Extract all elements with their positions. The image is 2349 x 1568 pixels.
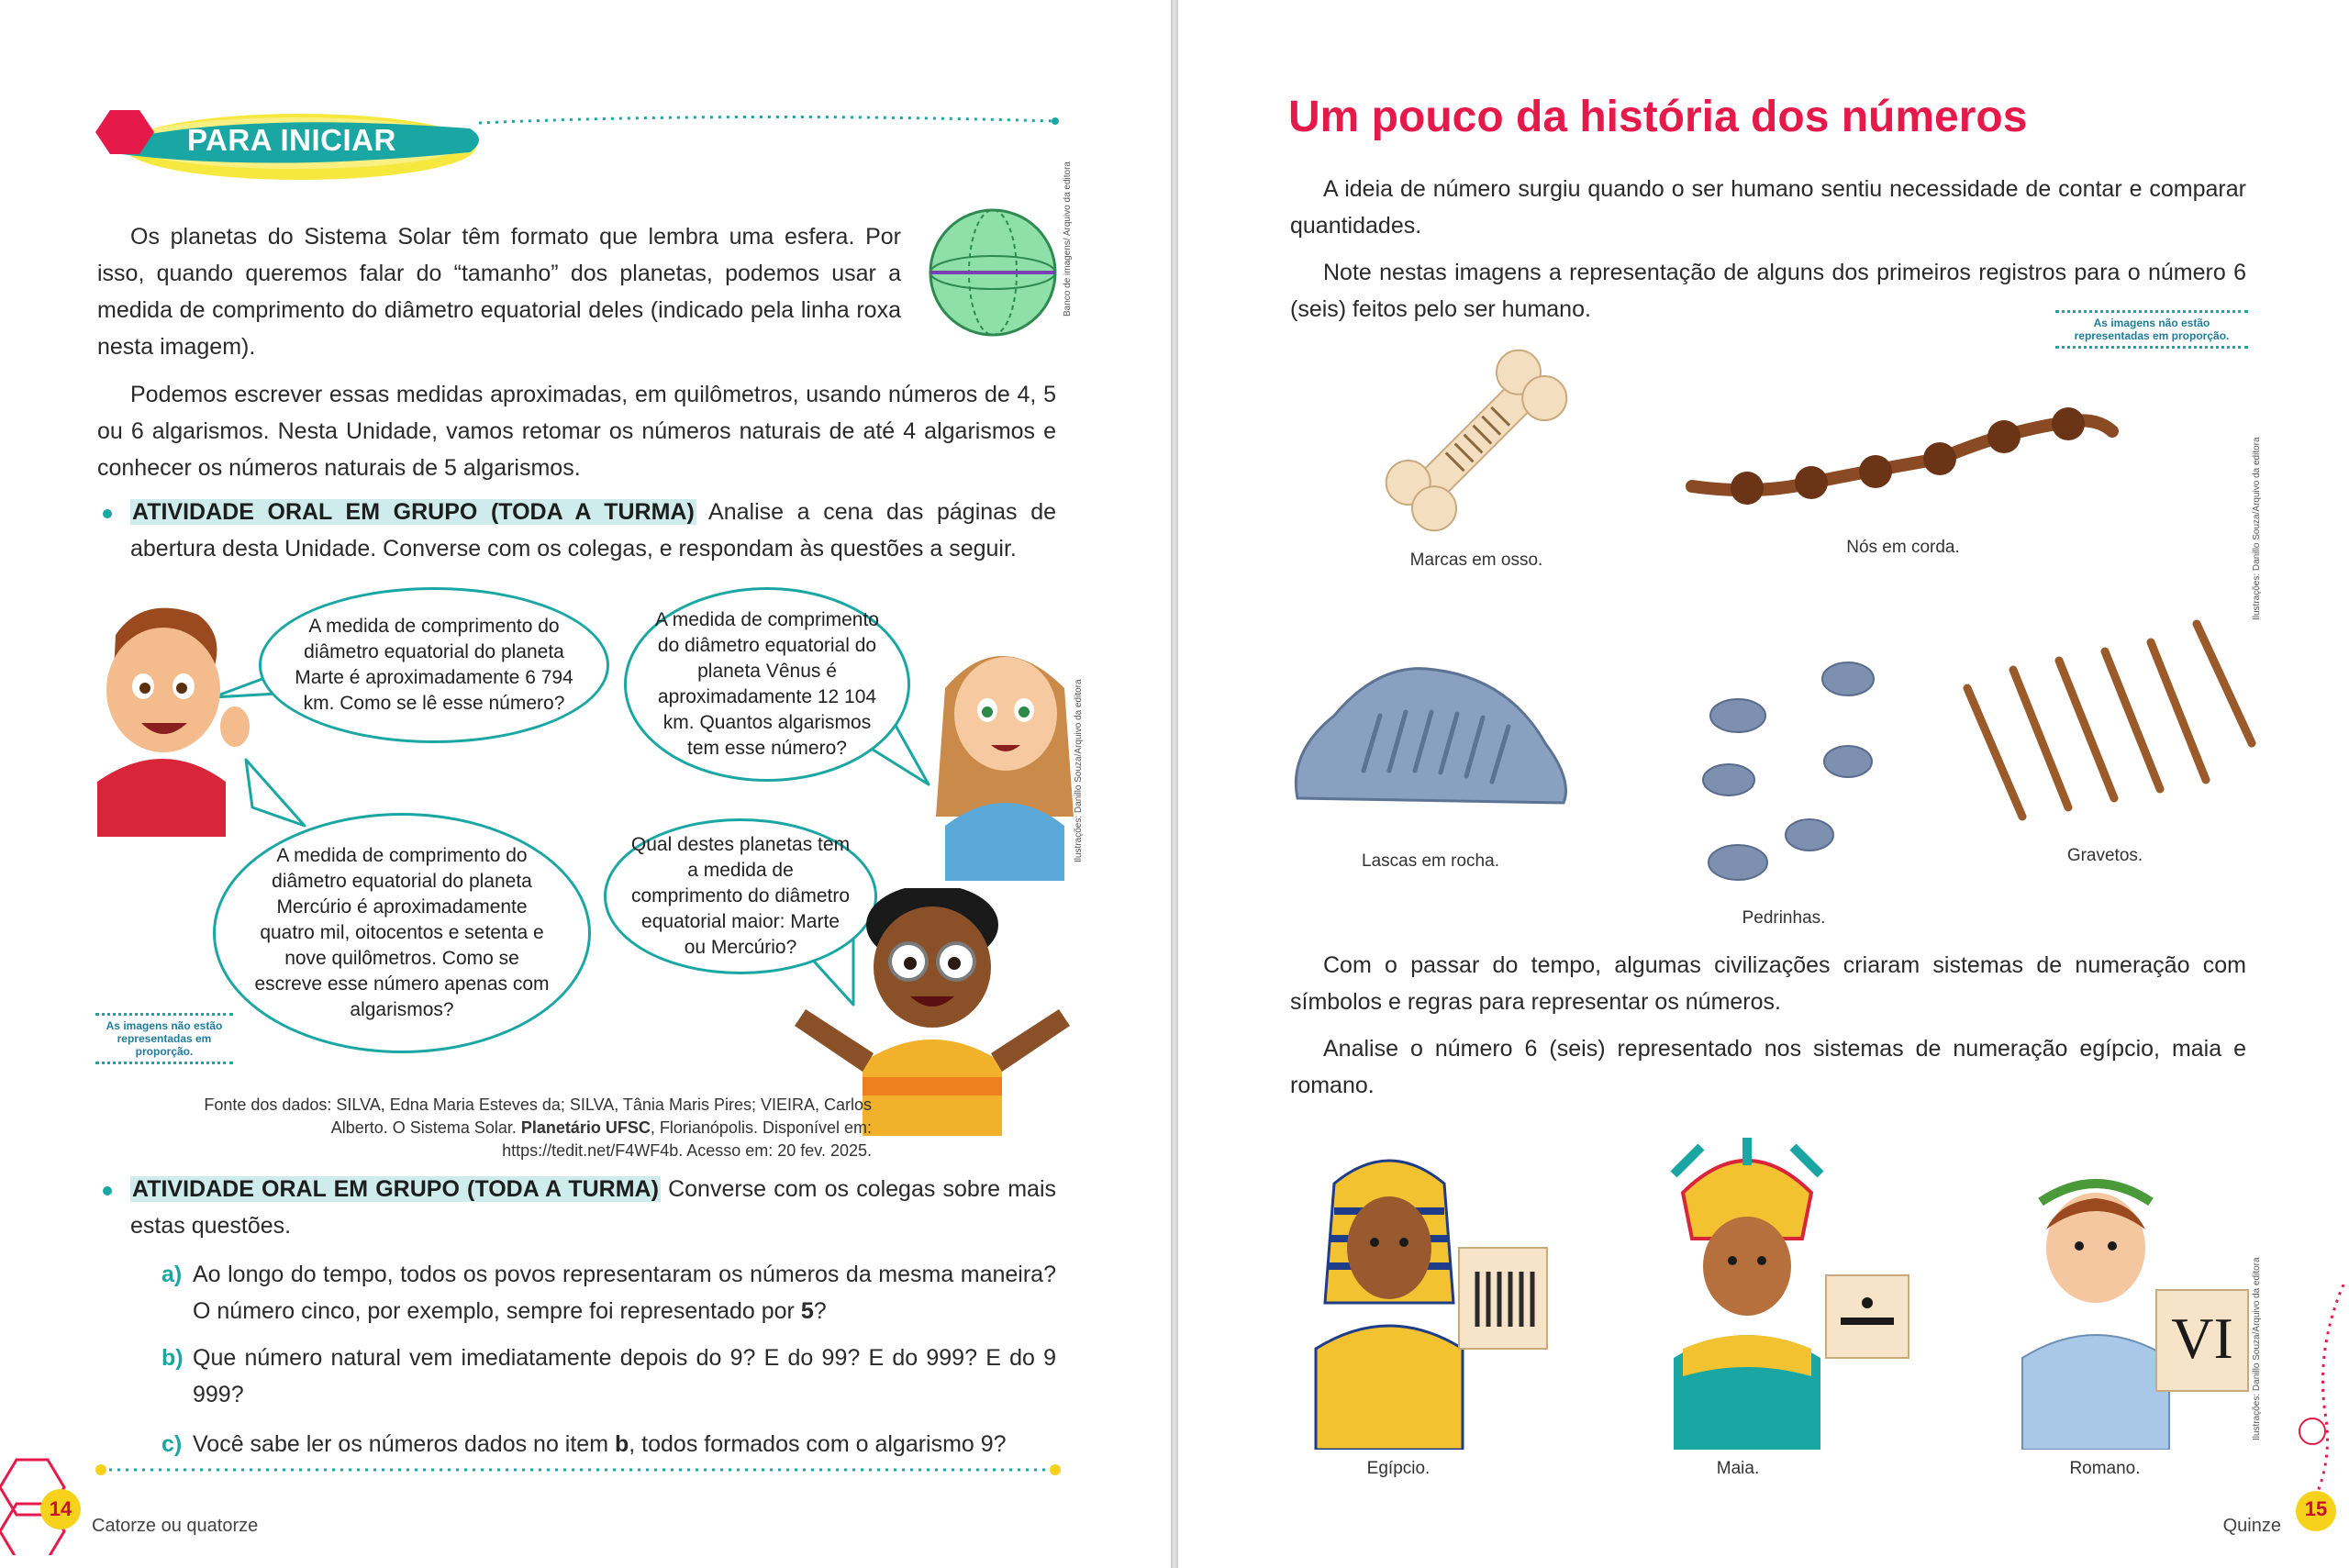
activity-1-tag: ATIVIDADE ORAL EM GRUPO (TODA A TURMA) [132,499,695,525]
right-paragraph-2-text: Note nestas imagens a representação de alguns dos primeiros registros para o número 6 (seis) feitos pelo ser humano. [1290,260,2246,322]
intro-paragraph-1-text: Os planetas do Sistema Solar têm formato que lembra uma esfera. Por isso, quando queremos falar do “tamanho” dos planetas, podemos usar a medida de comprimento do diâmetro equatorial deles (indicado pela linha roxa nesta imagem). [97,224,901,360]
caption-roman: Romano. [2069,1459,2141,1478]
question-b-text: Que número natural vem imediatamente depois do 9? E do 99? E do 999? E do 9 999? [193,1345,1056,1407]
book-gutter [1171,0,1178,1568]
section-banner [84,103,1066,185]
scale-note-right: As imagens não estão representadas em proporção. [2055,310,2248,349]
activity-2-text: Converse com os colegas sobre mais estas questões. [130,1176,1057,1239]
source-prefix: Fonte dos dados: SILVA, Edna Maria Esteves da; SILVA, Tânia Maris Pires; VIEIRA, Carlos Alberto. O Sistema Solar. [204,1095,872,1137]
bone-illustration [1362,339,1591,541]
pebbles-illustration [1674,642,1894,899]
speech-bubble-venus: A medida de comprimento do diâmetro equatorial do planeta Vênus é aproximadamente 12 104 km. Quantos algarismos tem esse número? [624,587,910,782]
sphere-illustration [927,206,1064,339]
activity-2 [130,1171,1056,1244]
activity-bullet-2 [103,1186,112,1195]
boy-character [88,598,253,837]
question-a-bold: 5 [800,1298,814,1324]
caption-egyptian: Egípcio. [1366,1459,1431,1478]
activity-1-text: Analise a cena das páginas de abertura desta Unidade. Converse com os colegas, e respondam às questões a seguir. [130,499,1056,562]
question-a [161,1256,1056,1329]
activity-2-tag: ATIVIDADE ORAL EM GRUPO (TODA A TURMA) [132,1176,659,1202]
caption-rope: Nós em corda. [1846,538,1960,557]
roman-character [1995,1165,2252,1450]
question-b-letter: b) [161,1345,184,1371]
right-paragraph-1 [1290,171,2246,244]
question-c-bold: b [615,1431,629,1457]
caption-bone: Marcas em osso. [1409,550,1543,570]
page-title: Um pouco da história dos números [1288,93,2028,141]
egyptian-character [1297,1147,1554,1450]
sticks-illustration [1949,615,2261,835]
right-paragraph-1-text: A ideia de número surgiu quando o ser humano sentiu necessidade de contar e comparar quantidades. [1290,176,2246,239]
right-paragraph-3 [1290,947,2246,1020]
page-name-left: Catorze ou quatorze [92,1516,259,1536]
question-b [161,1340,1056,1413]
data-source [188,1094,872,1162]
activity-bullet [103,509,112,518]
section-tag: PARA INICIAR [187,123,396,157]
illustration-credit-right-bottom: Ilustrações: Danillo Souza/Arquivo da editora [2252,1257,2262,1440]
rope-illustration [1683,395,2123,523]
question-a-after: ? [813,1298,827,1324]
intro-paragraph-1 [97,218,901,365]
question-c [161,1426,1056,1462]
illustration-credit: Ilustrações: Danillo Souza/Arquivo da editora [1074,679,1084,862]
speech-bubble-mercurio: A medida de comprimento do diâmetro equatorial do planeta Mercúrio é aproximadamente quatro mil, oitocentos e setenta e nove quilômetros. Como se escreve esse número apenas com algarismos? [213,813,591,1053]
page-number-left: 14 [49,1497,72,1520]
rock-illustration [1279,642,1582,826]
illustration-credit-right-top: Ilustrações: Danillo Souza/Arquivo da editora [2252,437,2262,620]
activity-1 [130,494,1056,567]
question-c-after: , todos formados com o algarismo 9? [629,1431,1007,1457]
page-name-right: Quinze [2222,1516,2281,1536]
right-page [1178,0,2349,1568]
scale-note: As imagens não estão representadas em proporção. [95,1013,233,1064]
page-number-right: 15 [2304,1497,2328,1520]
intro-paragraph-2 [97,376,1056,486]
caption-sticks: Gravetos. [2066,846,2143,865]
question-a-text: Ao longo do tempo, todos os povos representaram os números da mesma maneira? O número cinco, por exemplo, sempre foi representado por [193,1262,1056,1324]
question-c-letter: c) [161,1431,183,1457]
right-paragraph-3-text: Com o passar do tempo, algumas civilizações criaram sistemas de numeração com símbolos e regras para representar os números. [1290,952,2246,1015]
source-suffix: , Florianópolis. Disponível em: https://tedit.net/F4WF4b. Acesso em: 20 fev. 2025. [502,1118,872,1160]
caption-pebbles: Pedrinhas. [1742,908,1826,928]
girl-character [927,633,1083,881]
caption-rock: Lascas em rocha. [1362,851,1499,871]
speech-bubble-comparison: Qual destes planetas tem a medida de comprimento do diâmetro equatorial maior: Marte ou Mercúrio? [604,818,877,974]
source-bold: Planetário UFSC [520,1118,651,1137]
right-paragraph-4-text: Analise o número 6 (seis) representado nos sistemas de numeração egípcio, maia e romano. [1290,1036,2246,1098]
sphere-credit: Banco de imagens/ Arquivo da editora [1063,161,1073,317]
question-c-text: Você sabe ler os números dados no item [193,1431,615,1457]
left-page [0,0,1171,1568]
roman-numeral: VI [2171,1306,2233,1371]
right-paragraph-4 [1290,1030,2246,1104]
maya-character [1646,1138,1912,1450]
speech-bubble-marte: A medida de comprimento do diâmetro equatorial do planeta Marte é aproximadamente 6 794 km. Como se lê esse número? [259,587,609,743]
question-a-letter: a) [161,1262,183,1287]
caption-maya: Maia. [1716,1459,1760,1478]
bottom-divider [92,1461,1064,1479]
intro-paragraph-2-text: Podemos escrever essas medidas aproximadas, em quilômetros, usando números de 4, 5 ou 6 algarismos. Nesta Unidade, vamos retomar os números naturais de até 4 algarismos e conhecer os números naturais de 5 algarismos. [97,382,1056,481]
